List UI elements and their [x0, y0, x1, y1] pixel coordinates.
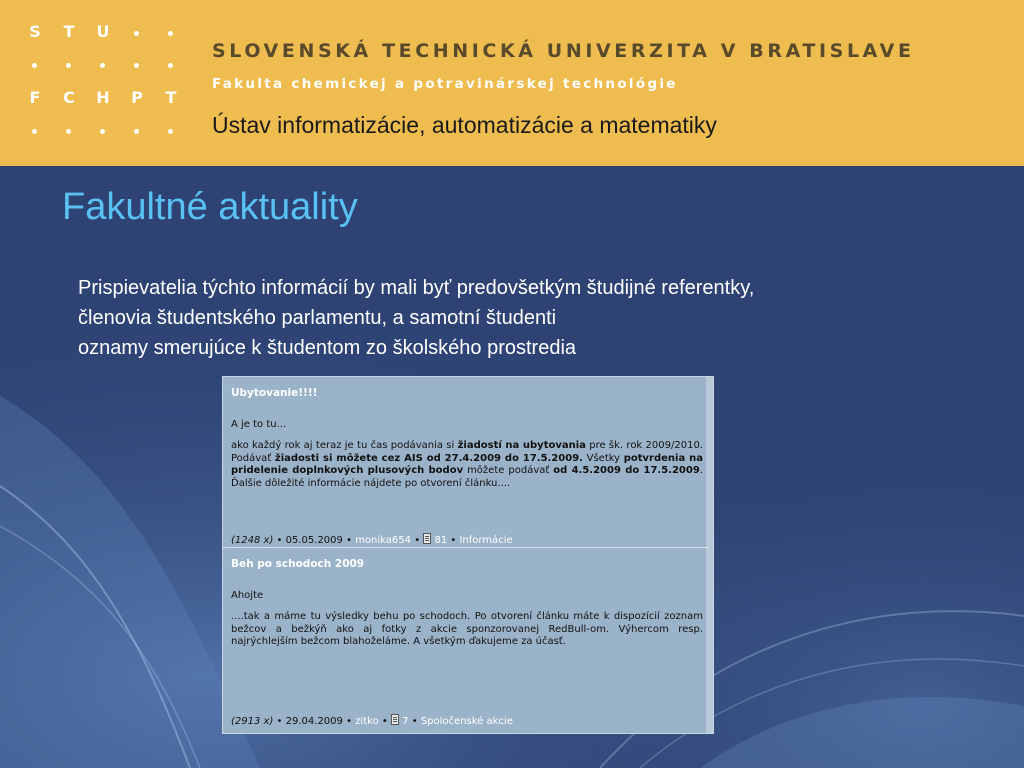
logo-dot [134, 129, 139, 134]
article-body-text: ako každý rok aj teraz je tu čas podávania si [231, 440, 458, 451]
article-body-bold: žiadosti si môžete cez AIS od 27.4.2009 do 17.5.2009. [274, 452, 583, 464]
article-author-link[interactable]: monika654 [355, 535, 411, 546]
logo-dot [134, 63, 139, 68]
stu-fchpt-logo [22, 22, 192, 142]
logo-dot [134, 31, 139, 36]
article-body [231, 611, 703, 649]
slide-title: Fakultné aktuality [62, 186, 358, 228]
article-body-bold: potvrdenia na pridelenie doplnkových plusových bodov [231, 452, 704, 476]
comments-icon [423, 533, 431, 544]
article-greeting: A je to tu... [231, 419, 287, 430]
meta-separator: • [450, 535, 457, 546]
institute-name: Ústav informatizácie, automatizácie a matematiky [212, 112, 717, 138]
article-body-text: môžete podávať [463, 465, 554, 476]
comments-icon [391, 714, 399, 725]
logo-letter: F [29, 88, 41, 107]
logo-letter: C [63, 88, 75, 107]
article-category-link[interactable]: Informácie [459, 535, 513, 546]
article-views: (1248 x) [231, 535, 274, 546]
logo-dot [32, 63, 37, 68]
meta-separator: • [346, 535, 352, 546]
article-comments-link[interactable]: 81 [434, 535, 448, 546]
article-body-text: Všetky [582, 452, 624, 464]
article-comments-link[interactable]: 7 [402, 716, 409, 727]
article-body-bold: žiadostí na ubytovania [457, 440, 586, 451]
article-author-link[interactable]: zitko [355, 716, 379, 727]
article-body-bold: od 4.5.2009 do 17.5.2009 [553, 465, 700, 476]
article-date: 29.04.2009 [285, 716, 343, 727]
intro-line: členovia študentského parlamentu, a samotní študenti [78, 307, 557, 329]
news-article [231, 558, 703, 649]
article-title[interactable]: Ubytovanie!!!! [231, 387, 318, 399]
logo-letter: S [29, 22, 41, 41]
logo-dot [168, 31, 173, 36]
faculty-name: Fakulta chemickej a potravinárskej technológie [212, 76, 678, 92]
article-divider [223, 547, 709, 548]
meta-separator: • [346, 716, 352, 727]
logo-dot [168, 63, 173, 68]
logo-dot [168, 129, 173, 134]
article-meta [231, 533, 513, 546]
logo-dot [100, 63, 105, 68]
article-meta [231, 714, 513, 727]
logo-letter: U [96, 22, 110, 41]
intro-line: oznamy smerujúce k študentom zo školského prostredia [78, 337, 577, 359]
logo-dot [100, 129, 105, 134]
logo-letter: P [131, 88, 143, 107]
header-band [0, 0, 1024, 166]
logo-letter: T [63, 22, 75, 41]
logo-dot [32, 129, 37, 134]
panel-scrollbar [706, 377, 713, 733]
meta-separator: • [276, 535, 283, 546]
article-title[interactable]: Beh po schodoch 2009 [231, 558, 365, 570]
article-category-link[interactable]: Spoločenské akcie [420, 716, 513, 727]
logo-letter: H [96, 88, 110, 107]
article-body-text: pre šk. rok 2009/2010. Podávať [231, 440, 703, 464]
article-body [231, 440, 703, 490]
news-article [231, 387, 703, 490]
article-date: 05.05.2009 [285, 535, 343, 546]
logo-letter: T [165, 88, 177, 107]
article-body-text: . Ďalšie dôležité informácie nájdete po otvorení článku.... [231, 465, 703, 489]
article-views: (2913 x) [231, 716, 274, 727]
intro-line: Prispievatelia týchto informácií by mali byť predovšetkým študijné referentky, [78, 277, 755, 299]
news-screenshot-panel [222, 376, 714, 734]
intro-text [78, 273, 978, 363]
logo-dot [66, 63, 71, 68]
article-greeting: Ahojte [231, 590, 264, 601]
meta-separator: • [276, 716, 283, 727]
meta-separator: • [414, 535, 421, 546]
meta-separator: • [381, 716, 388, 727]
logo-dot [66, 129, 71, 134]
meta-separator: • [411, 716, 418, 727]
article-body-text: ....tak a máme tu výsledky behu po schodoch. Po otvorení článku máte k dispozícií zoznam bežcov a bežkýň ako aj fotky z akcie sponzorovanej RedBull-om. Výhercom resp. najrýchlejším bežcom blahoželáme. A všetkým ďakujeme za účasť. [231, 611, 703, 647]
university-name: SLOVENSKÁ TECHNICKÁ UNIVERZITA V BRATISLAVE [212, 40, 915, 62]
